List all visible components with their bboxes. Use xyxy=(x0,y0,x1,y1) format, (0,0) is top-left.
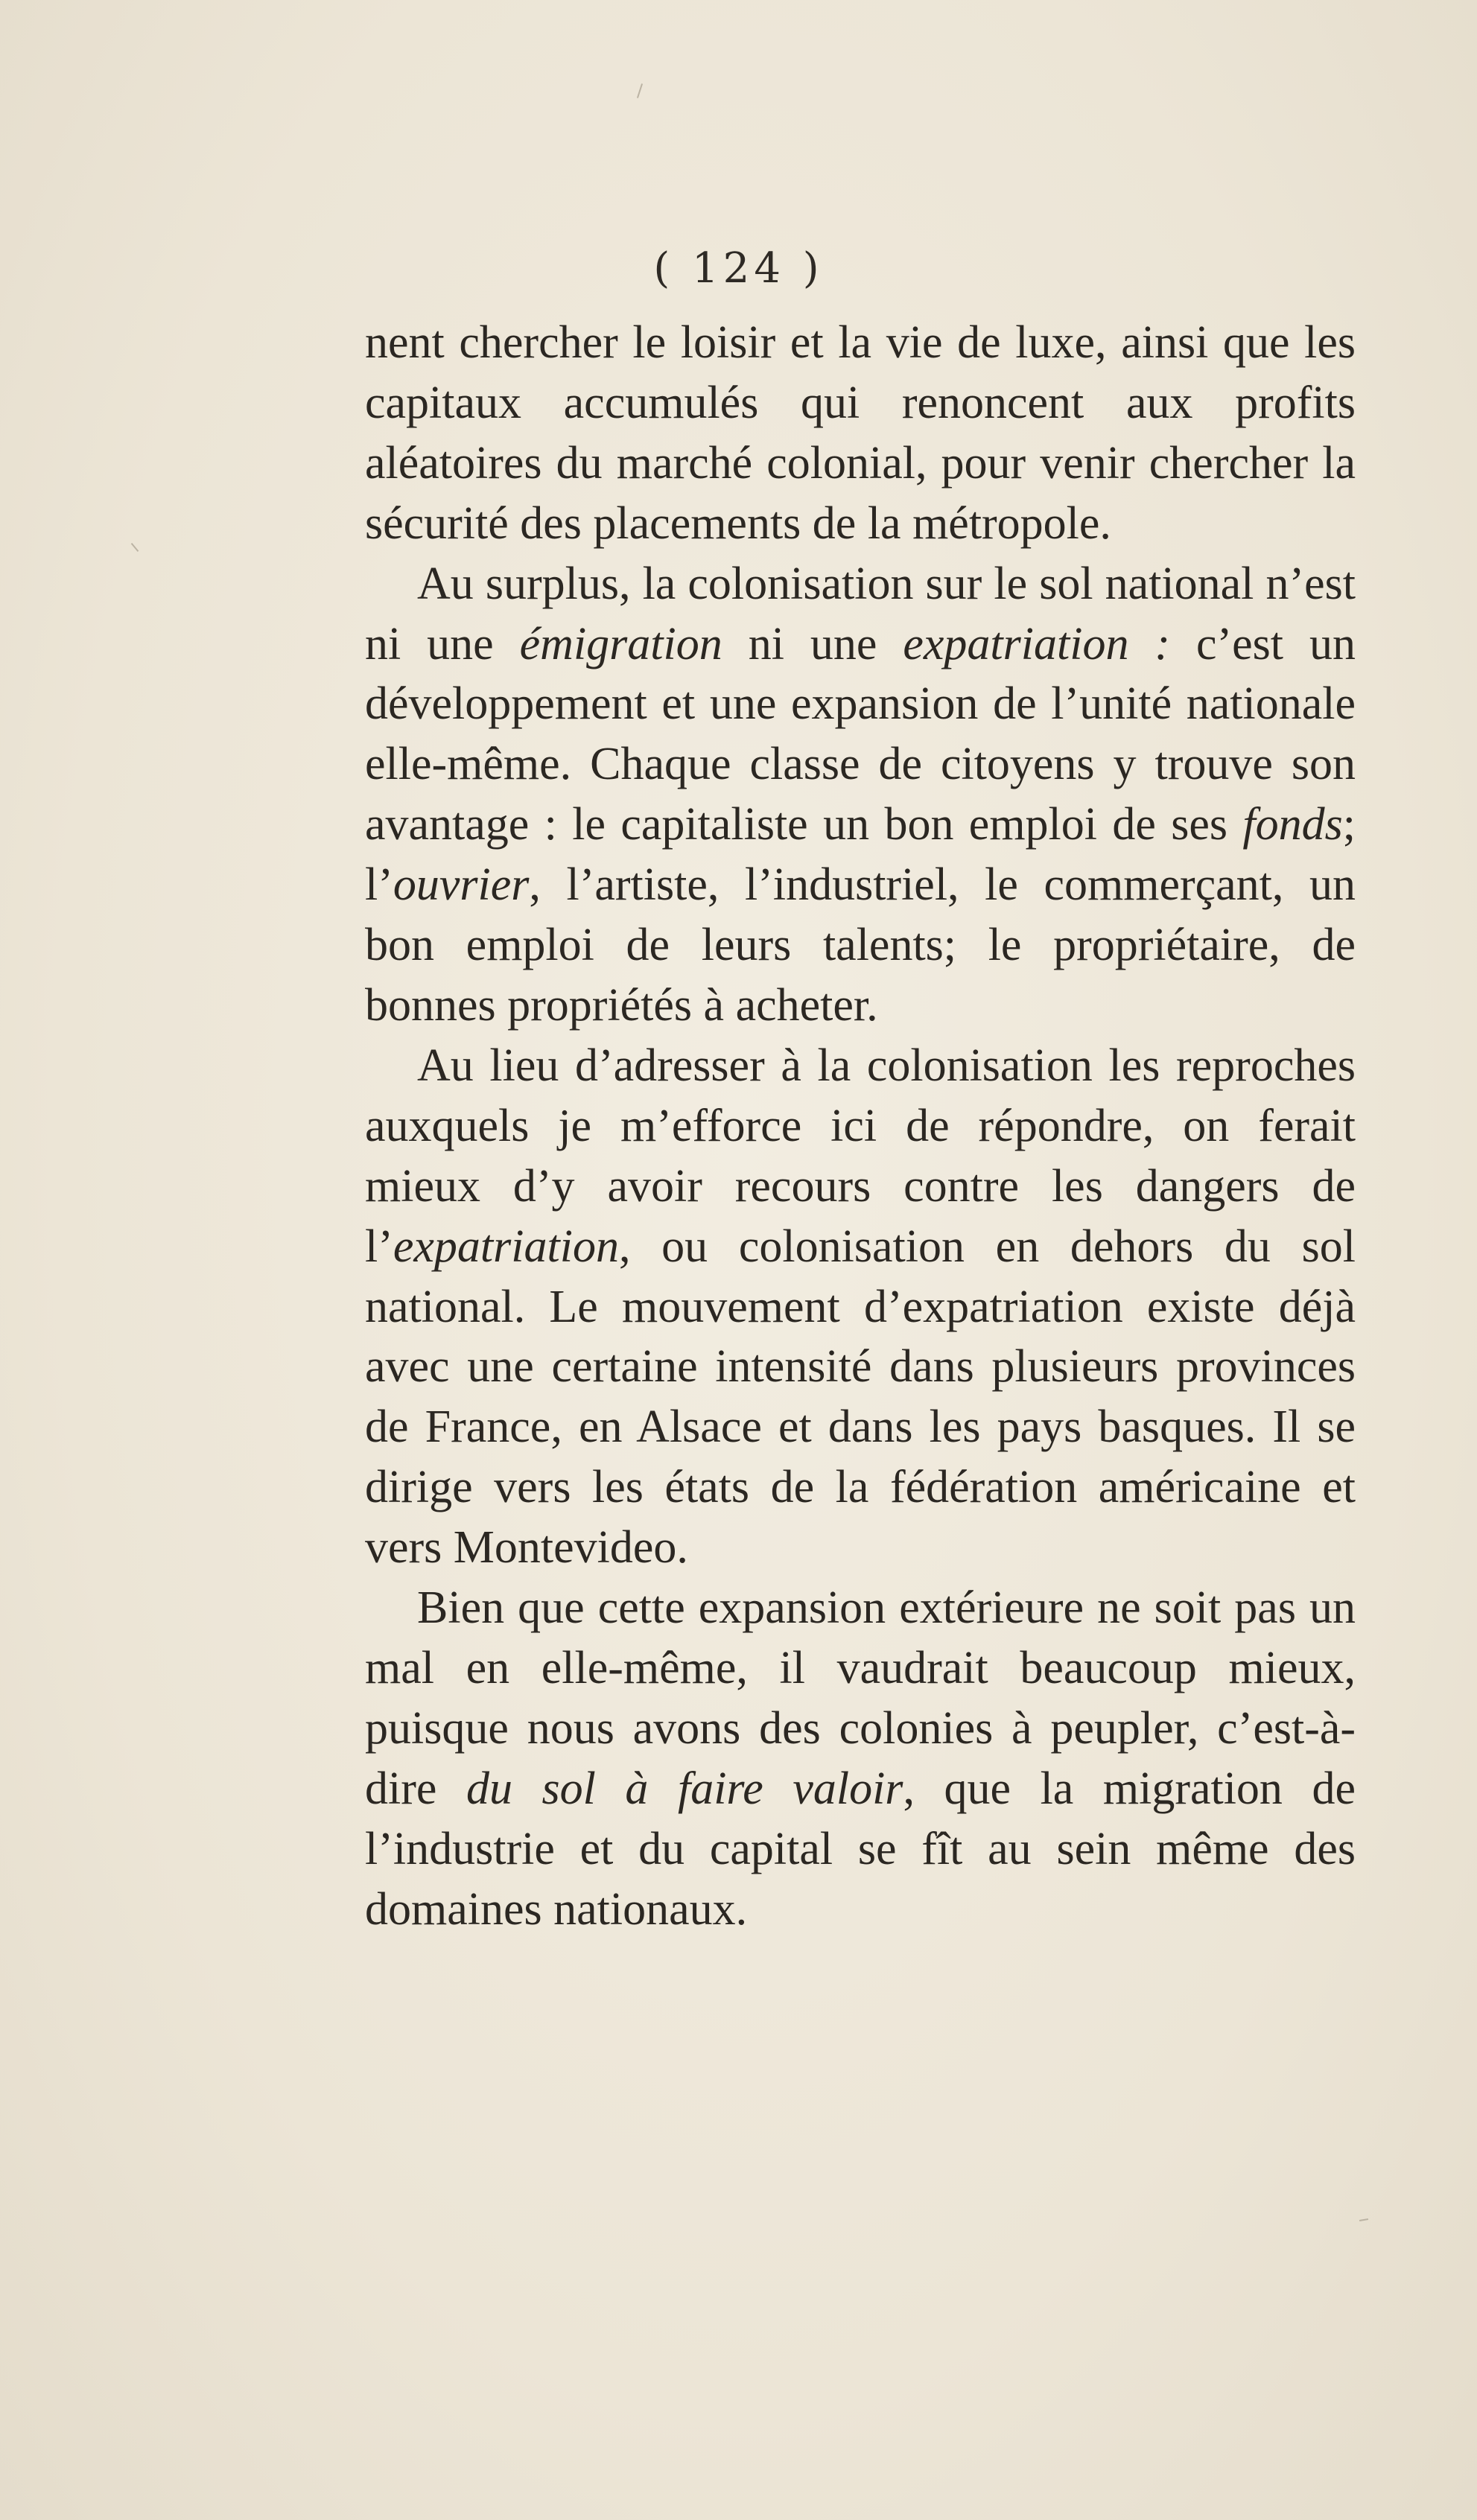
text-segment: Au lieu d’adresser à la colonisation les reproches auxquels je m’efforce ici de répondre, on ferait mieux d’y avoir recours contre les dangers de l’ xyxy=(365,1040,1356,1272)
paragraph-1 xyxy=(365,313,1356,554)
text-segment: , l’artiste, l’industriel, le commerçant, un bon emploi de leurs talents; le propriétaire, de bonnes propriétés à acheter. xyxy=(365,859,1356,1031)
paragraph-2 xyxy=(365,554,1356,1036)
ink-speck xyxy=(131,543,139,552)
italic-segment: émigration xyxy=(519,618,722,669)
ink-speck xyxy=(1359,2218,1368,2221)
text-segment: nent chercher le loisir et la vie de luxe, ainsi que les capitaux accumulés qui renoncent aux profits aléatoires du marché colonial, pour venir chercher la sécurité des placements de la métropole. xyxy=(365,317,1356,549)
text-segment: ; l’ xyxy=(365,799,1356,911)
paragraph-3 xyxy=(365,1036,1356,1578)
italic-segment: expatriation xyxy=(393,1221,619,1272)
text-segment: ni une xyxy=(722,618,903,669)
text-segment: , que la migration de l’industrie et du capital se fît au sein même des domaines nationaux. xyxy=(365,1763,1356,1935)
text-segment: , ou colonisation en dehors du sol national. Le mouvement d’expatriation existe déjà avec une certaine intensité dans plusieurs provinces de France, en Alsace et dans les pays basques. Il se dirige vers les états de la fédération américaine et vers Montevideo. xyxy=(365,1221,1356,1574)
ink-speck xyxy=(637,83,643,98)
text-segment: Au surplus, la colonisation sur le sol national n’est ni une xyxy=(365,558,1356,669)
italic-segment: ouvrier xyxy=(393,859,530,911)
italic-segment: expatriation : xyxy=(903,618,1171,669)
italic-segment: fonds xyxy=(1242,799,1343,850)
body-text xyxy=(365,313,1356,1939)
paragraph-4 xyxy=(365,1578,1356,1939)
italic-segment: du sol à faire valoir xyxy=(466,1763,903,1814)
text-segment: c’est un développement et une expansion de l’unité nationale elle-même. Chaque classe de citoyens y trouve son avantage : le capitaliste un bon emploi de ses xyxy=(365,618,1356,850)
page-number: ( 124 ) xyxy=(653,244,824,293)
text-segment: Bien que cette expansion extérieure ne soit pas un mal en elle-même, il vaudrait beaucoup mieux, puisque nous avons des colonies à peupler, c’est-à-dire xyxy=(365,1582,1356,1814)
